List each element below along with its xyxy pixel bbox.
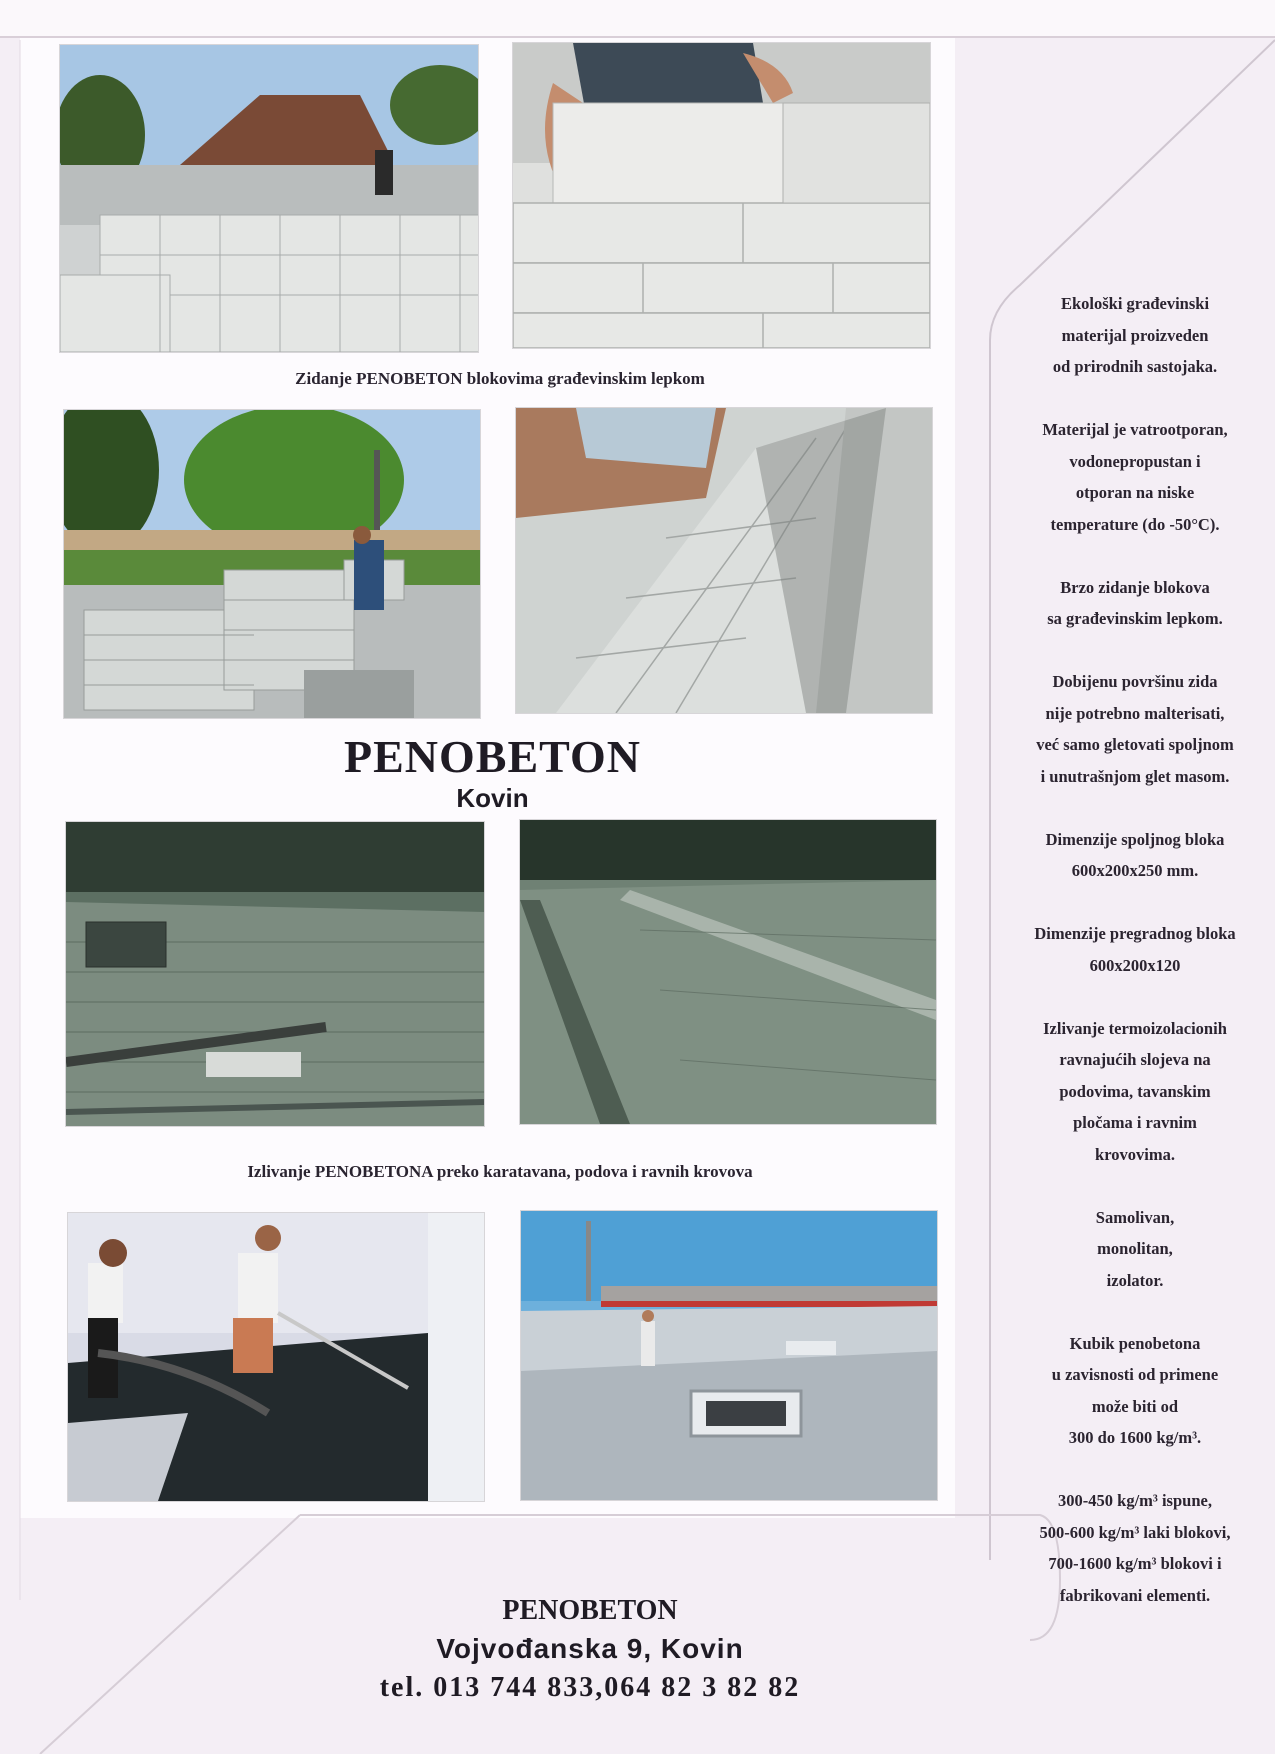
photo-laying-block xyxy=(513,43,930,348)
photo-applying-adhesive xyxy=(516,408,932,713)
photo-indoor-pouring xyxy=(68,1213,484,1501)
contact-address: Vojvođanska 9, Kovin xyxy=(436,1633,744,1664)
contact-phone: tel. 013 744 833,064 82 3 82 82 xyxy=(379,1672,801,1703)
photo-wall-construction xyxy=(64,410,480,718)
feature-pouring-layers: Izlivanje termoizolacionih ravnajućih slojeva na podovima, tavanskim pločama i ravnim krovovima. xyxy=(1043,1018,1227,1164)
photo-floor-pouring-2 xyxy=(520,820,936,1124)
photo-roof-pouring xyxy=(521,1211,937,1500)
photo-block-stacks xyxy=(60,45,478,352)
caption-masonry: Zidanje PENOBETON blokovima građevinskim lepkom xyxy=(295,369,705,388)
brand-title: PENOBETON xyxy=(344,731,641,782)
feature-fast-build: Brzo zidanje blokova sa građevinskim lepkom. xyxy=(1047,577,1223,628)
feature-partition-block-size: Dimenzije pregradnog bloka 600x200x120 xyxy=(1034,924,1236,975)
feature-self-leveling: Samolivan, monolitan, izolator. xyxy=(1095,1207,1175,1290)
feature-density-uses: 300-450 kg/m³ ispune, 500-600 kg/m³ laki blokovi, 700-1600 kg/m³ blokovi i fabrikovani elementi. xyxy=(1039,1491,1231,1605)
feature-fireproof: Materijal je vatrootporan, vodonepropustan i otporan na niske temperature (do -50°C). xyxy=(1042,420,1228,534)
feature-outer-block-size: Dimenzije spoljnog bloka 600x200x250 mm. xyxy=(1045,829,1225,880)
features-list xyxy=(1000,288,1270,1643)
caption-pouring: Izlivanje PENOBETONA preko karatavana, podova i ravnih krovova xyxy=(247,1162,753,1181)
photo-floor-pouring-1 xyxy=(66,822,484,1126)
feature-density-range: Kubik penobetona u zavisnosti od primene može biti od 300 do 1600 kg/m³. xyxy=(1051,1333,1219,1447)
contact-block xyxy=(300,1592,880,1708)
feature-ecological: Ekološki građevinski materijal proizveden od prirodnih sastojaka. xyxy=(1052,294,1218,376)
brand-city: Kovin xyxy=(456,783,529,813)
contact-company: PENOBETON xyxy=(502,1595,678,1626)
feature-finishing: Dobijenu površinu zida nije potrebno malterisati, već samo gletovati spoljnom i unutrašnjom glet masom. xyxy=(1036,672,1234,786)
